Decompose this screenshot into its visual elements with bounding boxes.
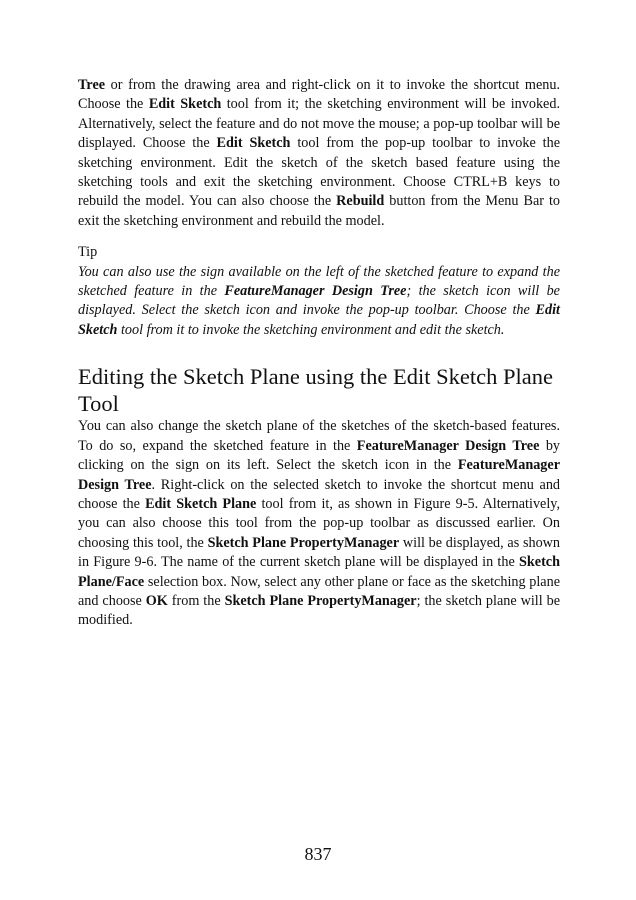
tip-label: Tip [78,244,98,261]
bold-term: FeatureManager Design Tree [224,283,407,300]
bold-term: Edit Sketch [216,135,291,152]
paragraph-intro: Tree or from the drawing area and right-click on it to invoke the shortcut menu. Choose the Edit Sketch tool from it; the sketching environment will be invoked. Alternatively, select the feature and do not move the mouse; a pop-up toolbar will be displayed. Choose the Edit Sketch tool from the pop-up toolbar to invoke the sketching environment. Edit the sketch of the sketch based feature using the sketching tools and exit the sketching environment. Choose CTRL+B keys to rebuild the model. You can also choose the Rebuild button from the Menu Bar to exit the sketching environment and rebuild the model. [78,77,561,229]
bold-term: FeatureManager Design Tree [356,437,540,454]
page-body [78,76,560,631]
bold-term: Edit Sketch [148,96,222,113]
bold-term: Sketch Plane/Face [78,554,560,590]
page-number: 837 [304,844,332,864]
bold-term: FeatureManager Design Tree [78,457,560,493]
section-heading: Editing the Sketch Plane using the Edit Sketch Plane Tool [78,364,553,417]
bold-term: OK [145,592,168,609]
bold-term: Rebuild [336,193,385,210]
bold-term: Sketch Plane PropertyManager [207,534,400,551]
paragraph-section: You can also change the sketch plane of the sketches of the sketch-based features. To do so, expand the sketched feature in the FeatureManager Design Tree by clicking on the sign on its left. Select the sketch icon in the FeatureManager Design Tree. Right-click on the selected sketch to invoke the shortcut menu and choose the Edit Sketch Plane tool from it, as shown in Figure 9-5. Alternatively, you can also choose this tool from the pop-up toolbar as discussed earlier. On choosing this tool, the Sketch Plane PropertyManager will be displayed, as shown in Figure 9-6. The name of the current sketch plane will be displayed in the Sketch Plane/Face selection box. Now, select any other plane or face as the sketching plane and choose OK from the Sketch Plane PropertyManager; the sketch plane will be modified. [78,418,561,629]
bold-term: Sketch Plane PropertyManager [224,592,417,609]
bold-term: Edit Sketch [78,302,560,338]
bold-term: Tree [78,77,106,93]
tip-text: You can also use the sign available on the left of the sketched feature to expand the sketched feature in the FeatureManager Design Tree; the sketch icon will be displayed. Select the sketch icon and invoke the pop-up toolbar. Choose the Edit Sketch tool from it to invoke the sketching environment and edit the sketch. [78,263,560,338]
bold-term: Edit Sketch Plane [145,495,257,512]
